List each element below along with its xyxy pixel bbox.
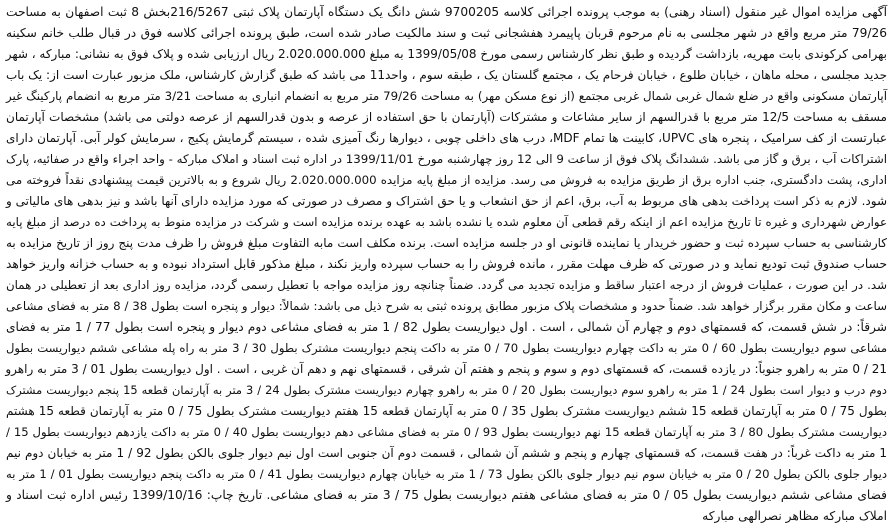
notice-line-24: فضای مشاعی ششم دیواریست بطول 05 / 0 متر به فضای مشاعی هفتم دیواریست بطول 75 / 3 متر به فضای مشاعی. تاریخ چاپ: 1399/10/16 رئیس اداره ثبت اسناد و [6,488,887,502]
notice-line-10: شود. لازم به ذکر است پرداخت بدهی های مربوط به آب، برق، اعم از حق انشعاب و یا حق اشتراک و مصرف در صورتی که مورد مزایده دارای آنها باشد و نیز بدهی های مالیاتی و [6,194,887,208]
notice-line-20: بطول 75 / 0 متر به آپارتمان قطعه 15 ششم دیواریست مشترک بطول 35 / 0 متر به آپارتمان قطعه 15 هفتم دیواریست مشترک بطول 75 / 0 متر به آپارتمان قطعه 15 هشتم [6,404,887,418]
notice-line-5: آپارتمان مسکونی واقع در ضلع شمال غربی شمال غربی مجتمع (از نوع مسکن مهر) به مساحت 79/26 متر مربع به انضمام انباری به مساحت 3/21 متر مربع به انضمام پارکینگ غیر [6,89,887,103]
notice-line-18: 21 / 0 متر به راهرو جنوباً: در یازده قسمت، که قسمتهای دوم و سوم و پنجم و هفتم آن شرقی ، قسمتهای نهم و دهم آن غربی ، است . اول دیواریست بطول 01 / 3 متر به راهرو [5,362,887,376]
notice-line-21: دیواریست مشترک بطول 80 / 3 متر به آپارتمان قطعه 15 نهم دیواریست بطول 93 / 0 متر به فضای مشاعی دهم دیواریست بطول 40 / 0 متر به داکت یازدهم دیواریست بطول 15 / [6,425,888,439]
notice-line-6: مسقف به مساحت 12/5 متر مربع با قدرالسهم از سایر مشاعات و مشترکات (آپارتمان با حق استفاده از عرصه و بدون قدرالسهم از عرصه دولتی می باشد) مشخصات آپارتمان [6,110,887,124]
auction-notice [5,2,888,523]
notice-line-22: 1 متر به داکت غرباً: در هفت قسمت، که قسمتهای چهارم و پنجم و ششم آن شمالی ، قسمت دوم آن جنوبی است اول نیم دیوار جلوی بالکن بطول 92 / 1 متر به خیابان دوم نیم [6,446,888,460]
notice-line-1: آگهی مزایده اموال غیر منقول (اسناد رهنی) به موجب پرونده اجرائی کلاسه 9700205 شش دانگ یک دستگاه آپارتمان پلاک ثبتی 216/5267بخش 8 ثبت اصفهان به مساحت [6,5,887,19]
notice-line-13: حساب صندوق ثبت تودیع نماید و در صورتی که ظرف مهلت مقرر ، مانده فروش را به حساب سپرده واریز نکند ، مبلغ مذکور قابل استرداد نبوده و به حساب خزانه واریز خواهد [6,257,887,271]
notice-line-7: عبارتست از کف سرامیک ، پنجره های UPVC، کابینت ها تمام MDF، درب های داخلی چوبی ، دیوارها رنگ آمیزی شده ، سیستم گرمایش پکیج ، سرمایش کولر آبی. آپارتمان دارای [6,131,887,145]
notice-line-12: کارشناسی به حساب سپرده ثبت و حضور خریدار یا نماینده قانونی او در جلسه مزایده است. برنده مکلف است مابه التفاوت مبلغ فروش را ظرف مدت پنج روز از تاریخ مزایده به [6,236,887,250]
notice-line-15: ساعت و مکان مقرر برگزار خواهد شد. ضمناً حدود و مشخصات پلاک مزبور مطابق پرونده ثبتی به شرح ذیل می باشد: شمالاً: دیوار و پنجره است بطول 38 / 8 متر به فضای مشاعی [6,299,887,313]
notice-line-25: املاک مبارکه مظاهر نصرالهی مبارکه [702,509,887,523]
notice-line-9: اداری، پشت دادگستری، جنب اداره برق از طریق مزایده به فروش می رسد. مزایده از مبلغ پایه مزایده 2.020.000.000 ریال شروع و به بالاترین قیمت پیشنهادی نقداً فروخته می [6,173,888,187]
notice-line-4: جدید مجلسی ، محله ماهان ، خیابان طلوع ، خیابان فرحام یک ، مجتمع گلستان یک ، طبقه سوم ، واحد11 می باشد که طبق گزارش کارشناس، ملک مزبور عبارت است از: یک باب [6,68,888,82]
notice-line-14: شد. در این صورت ، عملیات فروش از درجه اعتبار ساقط و مزایده تجدید می گردد. ضمناً چنانچه روز مزایده مواجه با تعطیل رسمی گردد، مزایده روز اداری بعد از تعطیلی در همان [6,278,887,292]
notice-line-19: دوم درب و دیوار است بطول 24 / 1 متر به راهرو سوم دیواریست بطول 20 / 0 متر به راهرو چهارم دیواریست مشترک بطول 24 / 3 متر به آپارتمان قطعه 15 پنجم دیواریست مشترک [6,383,887,397]
notice-line-11: عوارض شهرداری و غیره تا تاریخ مزایده اعم از اینکه رقم قطعی آن معلوم شده یا نشده باشد به عهده برنده مزایده است و شرکت در مزایده منوط به پرداخت ده درصد از مبلغ پایه [6,215,887,229]
notice-line-3: بهرامی کرکوندی بابت مهریه، بازداشت گردیده و طبق نظر کارشناس رسمی مورخ 1399/05/08 به مبلغ 2.020.000.000 ریال ارزیابی شده و پلاک فوق به نشانی: مبارکه ، شهر [5,47,887,61]
notice-line-16: شرقاً: در شش قسمت، که قسمتهای دوم و چهارم آن شمالی ، است . اول دیواریست بطول 82 / 1 متر به فضای مشاعی دوم دیوار و پنجره است بطول 77 / 1 متر به فضای [6,320,887,334]
notice-line-2: 79/26 متر مربع واقع در شهر مجلسی به نام مرحوم قربان پاپیمرد هفشجانی ثبت و سند مالکیت صادر شده است، طبق پرونده اجرائی کلاسه فوق در قبال طلب خانم سکینه [6,26,887,40]
notice-line-17: مشاعی سوم دیواریست بطول 60 / 0 متر به داکت چهارم دیواریست بطول 70 / 0 متر به داکت پنجم دیواریست مشترک بطول 30 / 3 متر به راه پله مشاعی ششم دیواریست بطول [6,341,888,355]
notice-line-23: دیوار جلوی بالکن بطول 20 / 0 متر به خیابان سوم نیم دیوار جلوی بالکن بطول 73 / 1 متر به خیابان چهارم دیواریست بطول 41 / 0 متر به داکت پنجم دیواریست بطول 01 / 1 متر به [6,467,887,481]
notice-line-8: اشتراکات آب ، برق و گاز می باشد. ششدانگ پلاک فوق از ساعت 9 الی 12 روز چهارشنبه مورخ 1399/11/01 در اداره ثبت اسناد و املاک مبارکه - واحد اجراء واقع در صفائیه، پارک [6,152,887,166]
